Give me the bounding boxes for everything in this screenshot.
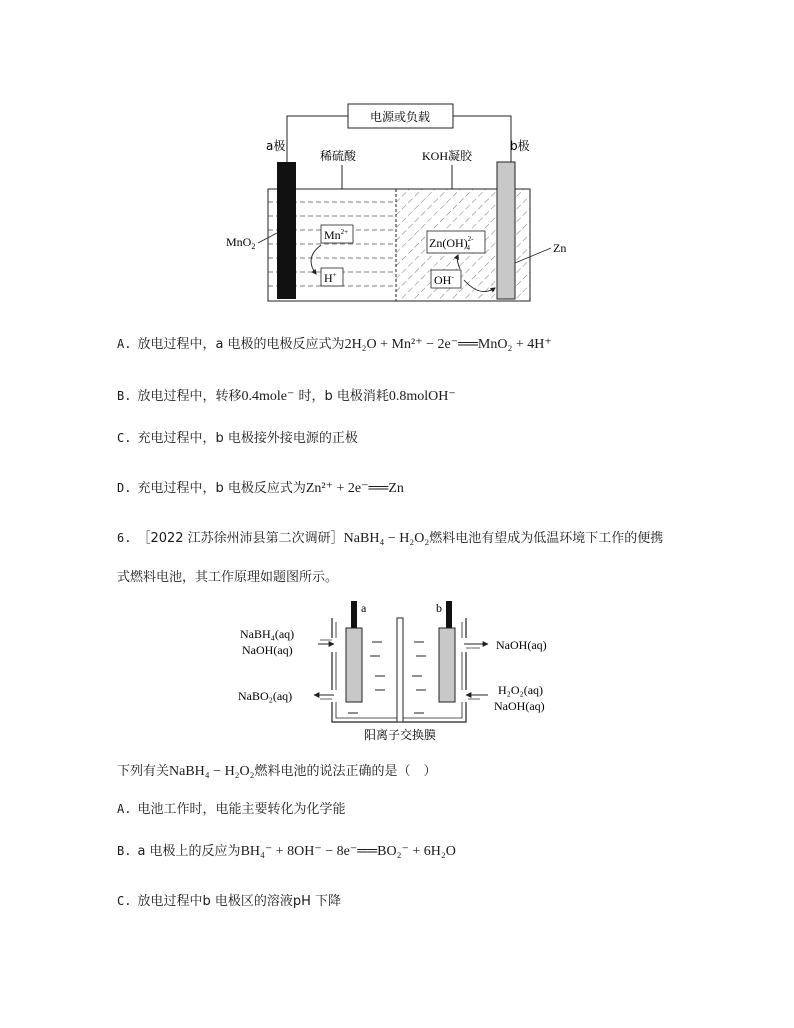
mn-ion-label: $Mn^{2+}$ bbox=[324, 228, 349, 242]
in-right-1: H₂O₂(aq) bbox=[498, 683, 544, 697]
b-electrode bbox=[497, 162, 515, 299]
question-formula: NaBH₄ − H₂O₂ bbox=[343, 531, 430, 546]
a-electrode-rod bbox=[351, 601, 357, 629]
option-text: 充电过程中，b 电极反应式为 bbox=[137, 481, 306, 496]
membrane-label: 阳离子交换膜 bbox=[363, 728, 437, 742]
option-text: a 电极上的反应为 bbox=[137, 844, 241, 859]
q5-option-a bbox=[117, 333, 552, 353]
equation: BH₄⁻ + 8OH⁻ − 8e⁻══BO₂⁻ + 6H₂O bbox=[240, 844, 456, 859]
battery-diagram-1 bbox=[220, 98, 580, 313]
q6-option-b bbox=[117, 840, 456, 860]
option-letter: A. bbox=[117, 337, 132, 351]
oh-ion-label: OH- bbox=[434, 273, 454, 287]
battery-diagram-2 bbox=[236, 598, 566, 746]
question-source: ［2022 江苏徐州沛县第二次调研］ bbox=[137, 531, 344, 546]
out-right: NaOH(aq) bbox=[496, 638, 547, 652]
out-left: NaBO₂(aq) bbox=[238, 689, 293, 703]
in-left-2: NaOH(aq) bbox=[242, 643, 293, 657]
q6-option-c bbox=[117, 890, 341, 909]
option-text-2: 时，b 电极消耗 bbox=[294, 389, 389, 404]
equation: 2H₂O + Mn²⁺ − 2e⁻══MnO₂ + 4H⁺ bbox=[344, 337, 552, 352]
option-letter: C. bbox=[117, 431, 132, 445]
option-letter: A. bbox=[117, 802, 132, 816]
question-stem: 燃料电池有望成为低温环境下工作的便携 bbox=[429, 531, 664, 546]
option-text: 充电过程中，b 电极接外接电源的正极 bbox=[137, 431, 358, 446]
question-number: 6. bbox=[117, 531, 132, 545]
option-text: 放电过程中，a 电极的电极反应式为 bbox=[137, 337, 345, 352]
gel-label: KOH凝胶 bbox=[422, 149, 472, 163]
prompt-pre: 下列有关 bbox=[117, 764, 170, 779]
q6-stem-line1 bbox=[117, 527, 663, 547]
q5-option-d bbox=[117, 477, 404, 497]
b-electrode-plate bbox=[439, 628, 455, 702]
equation: Zn²⁺ + 2e⁻══Zn bbox=[305, 481, 404, 496]
prompt-post: 燃料电池的说法正确的是（ ） bbox=[254, 764, 437, 779]
question-stem-2: 式燃料电池，其工作原理如题图所示。 bbox=[117, 570, 339, 585]
a-electrode bbox=[277, 162, 296, 299]
a-label: a bbox=[361, 601, 367, 615]
q5-option-b bbox=[117, 385, 456, 405]
acid-label: 稀硫酸 bbox=[320, 149, 357, 163]
option-letter: B. bbox=[117, 389, 132, 403]
in-right-2: NaOH(aq) bbox=[494, 699, 545, 713]
zincate-label: Zn(OH)$^{2-}$4 bbox=[429, 235, 474, 252]
power-label: 电源或负载 bbox=[369, 110, 431, 124]
h-ion-label: H+ bbox=[324, 271, 337, 285]
option-letter: C. bbox=[117, 894, 132, 908]
q6-option-a bbox=[117, 798, 345, 817]
option-text: 电池工作时，电能主要转化为化学能 bbox=[137, 802, 346, 817]
b-electrode-label: b极 bbox=[510, 139, 530, 153]
equation: 0.4mole⁻ bbox=[241, 389, 295, 404]
b-label: b bbox=[436, 601, 442, 615]
a-electrode-plate bbox=[346, 628, 362, 702]
option-letter: D. bbox=[117, 481, 132, 495]
in-left-1: NaBH₄(aq) bbox=[240, 627, 295, 641]
b-electrode-rod bbox=[446, 601, 452, 629]
mno2-label: MnO$_2$ bbox=[226, 235, 256, 251]
option-letter: B. bbox=[117, 844, 132, 858]
membrane bbox=[397, 618, 403, 722]
arrow-mn-to-h bbox=[311, 245, 321, 274]
option-text: 放电过程中b 电极区的溶液pH 下降 bbox=[137, 894, 341, 909]
zn-label: Zn bbox=[553, 241, 567, 255]
prompt-formula: NaBH₄ − H₂O₂ bbox=[169, 764, 255, 779]
q6-stem-line2 bbox=[117, 566, 338, 585]
option-text: 放电过程中，转移 bbox=[137, 389, 242, 404]
q5-option-c bbox=[117, 427, 358, 446]
q6-prompt bbox=[117, 760, 437, 780]
a-electrode-label: a极 bbox=[266, 139, 286, 153]
equation-2: 0.8molOH⁻ bbox=[388, 389, 456, 404]
